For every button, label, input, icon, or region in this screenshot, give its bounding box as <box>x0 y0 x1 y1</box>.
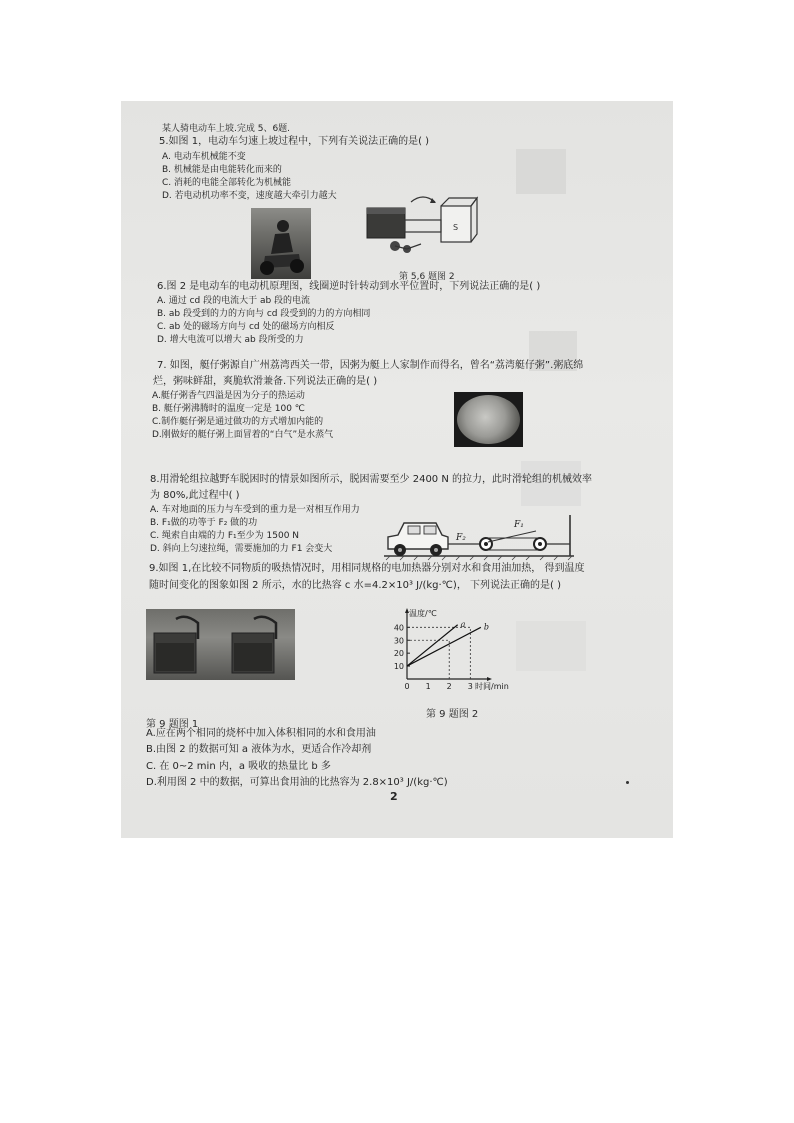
q5-option-d: D. 若电动机功率不变，速度越大牵引力越大 <box>162 191 337 201</box>
q9-figure1-caption: 第 9 题图 1 <box>146 719 199 730</box>
q56-figure2-caption: 第 5,6 题图 2 <box>399 272 455 282</box>
temperature-time-chart <box>383 609 509 693</box>
q5-stem: 5.如图 1，电动车匀速上坡过程中，下列有关说法正确的是( ) <box>159 136 430 147</box>
y-tick-label: 30 <box>393 636 404 646</box>
q8-stem-line2: 为 80%,此过程中( ) <box>150 490 240 501</box>
q7-option-b: B. 艇仔粥沸腾时的温度一定是 100 ℃ <box>152 404 305 414</box>
beakers-heater-photo <box>146 609 295 680</box>
motor-principle-diagram <box>359 194 477 258</box>
series-label-b: b <box>483 622 490 632</box>
q6-option-a: A. 通过 cd 段的电流大于 ab 段的电流 <box>157 296 311 306</box>
q8-option-c: C. 绳索自由端的力 F₁至少为 1500 N <box>150 531 300 541</box>
q6-option-c: C. ab 处的磁场方向与 cd 处的磁场方向相反 <box>157 322 335 332</box>
q7-option-c: C.制作艇仔粥是通过做功的方式增加内能的 <box>152 417 324 427</box>
label-f2: F₂ <box>456 533 466 543</box>
x-tick-label: 3 <box>467 682 473 691</box>
x-tick-label: 0 <box>404 682 410 691</box>
q8-stem-line1: 8.用滑轮组拉越野车脱困时的情景如图所示，脱困需要至少 2400 N 的拉力，此时滑轮组的机械效率 <box>150 474 593 485</box>
x-axis-arrow <box>487 677 492 681</box>
photographed-exam-page <box>121 101 673 838</box>
q7-stem-line1: 7. 如图，艇仔粥源自广州荔湾西关一带，因粥为艇上人家制作而得名，曾名“荔湾艇仔粥”.粥底绵 <box>157 360 584 371</box>
q9-option-c: C. 在 0~2 min 内，a 吸收的热量比 b 多 <box>146 761 331 772</box>
bleed-through-block-right-4 <box>516 621 586 671</box>
q7-option-a: A.艇仔粥香气四溢是因为分子的热运动 <box>152 391 305 401</box>
label-f1: F₁ <box>514 520 524 530</box>
y-tick-label: 10 <box>393 662 404 672</box>
q9-stem-line1: 9.如图 1,在比较不同物质的吸热情况时，用相同规格的电加热器分别对水和食用油加热， 得到温度 <box>149 563 585 574</box>
q7-stem-line2: 烂，粥味鲜甜，爽脆软滑兼备.下列说法正确的是( ) <box>153 376 378 387</box>
q8-option-a: A. 车对地面的压力与车受到的重力是一对相互作用力 <box>150 505 360 515</box>
q9-option-b: B.由图 2 的数据可知 a 液体为水，更适合作冷却剂 <box>146 744 372 755</box>
x-tick-label: 2 <box>446 682 452 691</box>
rider-silhouette-icon <box>251 208 311 279</box>
q5-option-b: B. 机械能是由电能转化而来的 <box>162 165 282 175</box>
q9-option-d: D.利用图 2 中的数据，可算出食用油的比热容为 2.8×10³ J/(kg·℃) <box>146 777 448 788</box>
q9-stem-line2: 随时间变化的图象如图 2 所示，水的比热容 c 水=4.2×10³ J/(kg·℃)， 下列说法正确的是( ) <box>149 580 561 591</box>
q6-option-d: D. 增大电流可以增大 ab 段所受的力 <box>157 335 304 345</box>
y-tick-label: 40 <box>393 623 404 633</box>
bleed-through-photo-right-1 <box>516 149 566 194</box>
x-tick-label: 1 <box>425 682 431 691</box>
q8-option-d: D. 斜向上匀速拉绳，需要施加的力 F1 会变大 <box>150 544 333 554</box>
porridge-bowl-photo <box>454 392 523 447</box>
series-label-a: a <box>460 619 466 629</box>
q5-option-c: C. 消耗的电能全部转化为机械能 <box>162 178 292 188</box>
svg-text:S: S <box>453 223 459 232</box>
intro-line: 某人骑电动车上坡.完成 5、6题. <box>162 124 291 134</box>
jeep-pulley-diagram <box>384 509 576 561</box>
q7-option-d: D.刚做好的艇仔粥上面冒着的“白气”是水蒸气 <box>152 430 334 440</box>
dashed-guide <box>407 640 449 679</box>
q9-option-a: A.应在两个相同的烧杯中加入体积相同的水和食用油 <box>146 728 376 739</box>
q6-option-b: B. ab 段受到的力的方向与 cd 段受到的力的方向相同 <box>157 309 371 319</box>
x-axis-label: 时间/min <box>475 682 509 691</box>
y-tick-label: 20 <box>393 649 404 659</box>
beaker-pair-icon <box>146 609 295 680</box>
q5-option-a: A. 电动车机械能不变 <box>162 152 246 162</box>
rider-photo <box>251 208 311 279</box>
q9-figure2-caption: 第 9 题图 2 <box>426 709 479 720</box>
y-axis-label: 温度/℃ <box>409 609 437 618</box>
page-number: 2 <box>390 790 398 803</box>
dashed-guide <box>407 627 470 679</box>
series-line-a <box>407 625 458 666</box>
q8-option-b: B. F₁做的功等于 F₂ 做的功 <box>150 518 258 528</box>
q6-stem: 6.图 2 是电动车的电动机原理图，线圈逆时针转动到水平位置时，下列说法正确的是( ) <box>157 281 541 292</box>
ink-dot <box>626 781 629 784</box>
series-line-b <box>407 627 481 666</box>
